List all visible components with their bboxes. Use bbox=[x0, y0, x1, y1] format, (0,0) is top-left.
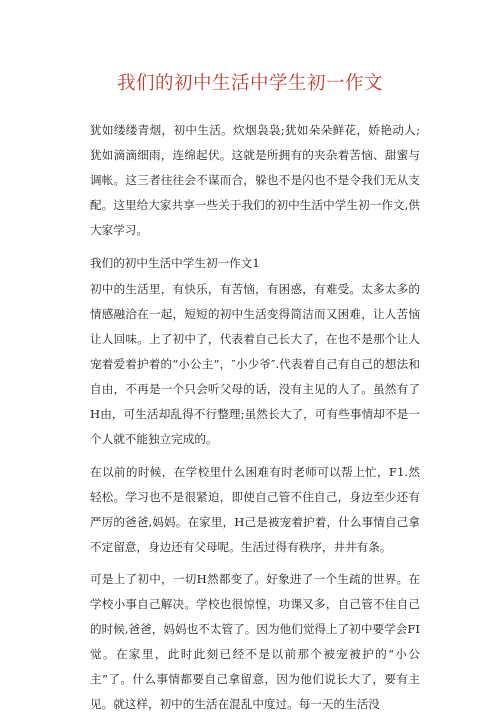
paragraph-body-3: 可是上了初中，一切H然都变了。好象进了一个生疏的世界。在学校小事自己解决。学校也很惊惶，功课又多，自己管不住自己的时候,爸爸，妈妈也不太管了。因为他们觉得上了初中要学会FI觉。在家里，此时此刻已经不是以前那个被宠被护的“小公主”了。什么事情都要自己拿留意，因为他们说长大了，要有主见。就这样，初中的生活在混乱中度过。每一天的生活没 bbox=[90, 572, 420, 711]
paragraph-body-1: 初中的生活里，有快乐，有苦恼，有困惑，有难受。太多太多的情感融洽在一起，短短的初中生活变得简洁而又困难，让人苦恼让人回味。上了初中了，代表着自己长大了，在也不是那个让人宠着爱着护着的“小公主”，″小少爷″.代表着自己有自己的想法和自由，不再是一个只会听父母的话，没有主见的人了。虽然有了H由，可生活却乱得不行整理;虽然长大了，可有些事情却不是一个人就不能独立完成的。 bbox=[90, 282, 420, 446]
document-body bbox=[90, 118, 420, 725]
paragraph-intro: 犹如缕缕青烟，初中生活。炊烟袅袅;犹如朵朵鲜花，娇艳动人;犹如滴滴细雨，连绵起伏。这就是所拥有的夹杂着苦恼、甜蜜与调帐。这三者往往会不谋而合，躲也不是闪也不是令我们无从支配。这里给大家共享一些关于我们的初中生活中学生初一作文,供大家学习。 bbox=[90, 123, 420, 237]
paragraph-subheading: 我们的初中生活中学生初一作文1 bbox=[90, 255, 260, 270]
paragraph-body-2: 在以前的时候，在学校里什么困难有时老师可以帮上忙，F1.然轻松。学习也不是很紧迫，即使自己管不住自己，身边至少还有严厉的爸爸,妈妈。在家里，H己是被宠着护着，什么事情自己拿不定留意，身边还有父母呢。生活过得有秩序，井井有条。 bbox=[90, 464, 420, 554]
document-title: 我们的初中生活中学生初一作文 bbox=[116, 73, 383, 94]
